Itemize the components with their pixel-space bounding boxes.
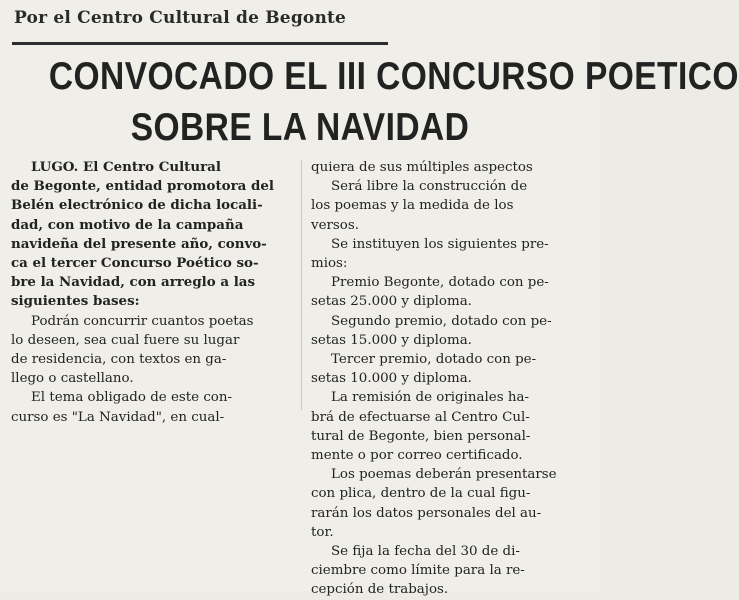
article-line: Premio Begonte, dotado con pe- xyxy=(331,275,549,291)
article-line: Será libre la construcción de xyxy=(331,179,528,195)
article-line: setas 25.000 y diploma. xyxy=(311,294,472,310)
article-line: versos. xyxy=(311,217,359,233)
article-line: Se instituyen los siguientes pre- xyxy=(331,236,549,252)
article-line: siguientes bases: xyxy=(11,293,140,310)
article-line: setas 15.000 y diploma. xyxy=(311,332,472,348)
article-line: LUGO. El Centro Cultural xyxy=(31,159,221,175)
article-line: curso es "La Navidad", en cual- xyxy=(11,409,225,425)
article-line: La remisión de originales ha- xyxy=(331,390,529,406)
article-line: lo deseen, sea cual fuere su lugar xyxy=(11,332,240,348)
article-line: de Begonte, entidad promotora del xyxy=(11,178,274,195)
article-line: Los poemas deberán presentarse xyxy=(331,467,557,483)
right-column xyxy=(311,158,591,600)
article-line: Tercer premio, dotado con pe- xyxy=(331,352,537,368)
article-line: Se fija la fecha del 30 de di- xyxy=(331,544,520,560)
left-column xyxy=(11,158,291,427)
byline: Por el Centro Cultural de Begonte xyxy=(14,8,347,28)
article-line: quiera de sus múltiples aspectos xyxy=(311,160,533,175)
article-line: El tema obligado de este con- xyxy=(31,390,233,406)
article-line: cepción de trabajos. xyxy=(311,582,449,598)
byline-rule xyxy=(12,42,388,45)
article-line: bre la Navidad, con arreglo a las xyxy=(11,274,256,291)
article-line: con plica, dentro de la cual figu- xyxy=(311,486,531,502)
article-line: navideña del presente año, convo- xyxy=(11,235,267,252)
article-line: setas 10.000 y diploma. xyxy=(311,371,472,387)
article-line: ca el tercer Concurso Poético so- xyxy=(11,255,259,272)
article-line: Podrán concurrir cuantos poetas xyxy=(31,313,254,329)
article-line: tor. xyxy=(311,524,334,540)
article-line: mente o por correo certificado. xyxy=(311,448,523,464)
headline-line-1: CONVOCADO EL III CONCURSO POETICO xyxy=(48,55,739,98)
article-line: ciembre como límite para la re- xyxy=(311,563,525,579)
article-line: dad, con motivo de la campaña xyxy=(11,216,244,233)
article-line: brá de efectuarse al Centro Cul- xyxy=(311,409,530,425)
article-line: los poemas y la medida de los xyxy=(311,198,514,214)
headline-line-2: SOBRE LA NAVIDAD xyxy=(130,106,470,149)
article-line: tural de Begonte, bien personal- xyxy=(311,428,531,444)
column-divider xyxy=(301,160,302,410)
article-line: Segundo premio, dotado con pe- xyxy=(331,313,552,329)
article-line: Belén electrónico de dicha locali- xyxy=(11,197,263,214)
article-line: mios: xyxy=(311,256,348,272)
article-line: rarán los datos personales del au- xyxy=(311,505,542,521)
article-line: llego o castellano. xyxy=(11,371,134,387)
article-line: de residencia, con textos en ga- xyxy=(11,352,227,368)
